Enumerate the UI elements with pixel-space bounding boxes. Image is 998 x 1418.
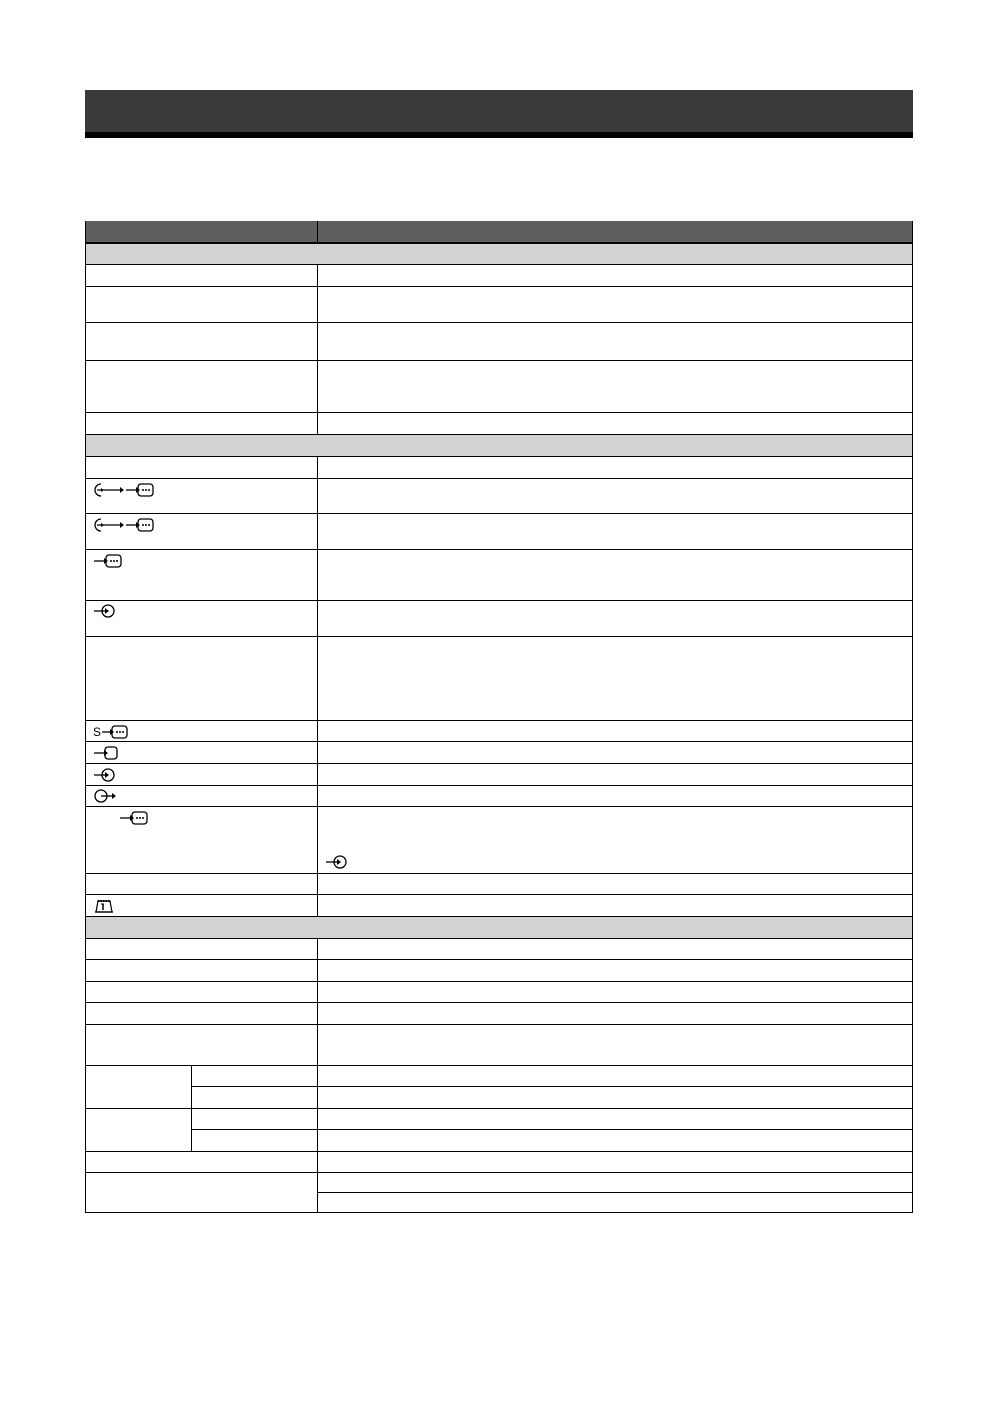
column-divider xyxy=(317,939,318,1213)
table-row xyxy=(85,323,913,361)
section-row-2 xyxy=(85,435,913,457)
table-row xyxy=(85,601,913,637)
table-right-border xyxy=(912,221,913,1213)
hdmi-in-icon xyxy=(93,517,127,533)
title-underline xyxy=(85,132,913,138)
table-row xyxy=(85,721,913,742)
table-row xyxy=(85,1003,913,1025)
table-row xyxy=(85,514,913,550)
video-in-icon xyxy=(93,553,123,569)
table-row xyxy=(85,764,913,786)
section-row-1 xyxy=(85,244,913,265)
table-row xyxy=(85,1193,913,1213)
table-subrow xyxy=(191,1066,913,1087)
table-row xyxy=(85,550,913,601)
headphone-icon xyxy=(93,898,115,914)
table-row xyxy=(85,874,913,895)
subcolumn-divider xyxy=(191,1066,192,1152)
video-in-icon xyxy=(125,517,155,533)
audio-in-icon xyxy=(325,854,349,870)
table-row xyxy=(85,895,913,917)
table-row xyxy=(85,1087,913,1109)
table-row xyxy=(85,742,913,764)
audio-in-icon xyxy=(93,603,117,619)
header-divider xyxy=(317,221,318,244)
section-title-bar xyxy=(85,90,913,132)
table-row xyxy=(85,265,913,287)
hdmi-in-icon xyxy=(93,482,127,498)
table-subrow xyxy=(317,1173,913,1193)
table-row xyxy=(85,982,913,1003)
table-row xyxy=(85,413,913,435)
table-row xyxy=(85,361,913,413)
component-in-icon xyxy=(93,745,119,761)
table-row xyxy=(85,1152,913,1173)
table-header-row xyxy=(85,221,913,244)
table-row xyxy=(85,960,913,982)
s-video-in-icon xyxy=(93,724,129,740)
table-row xyxy=(85,479,913,514)
column-divider xyxy=(317,265,318,435)
table-left-border xyxy=(85,221,86,1213)
section-title xyxy=(85,90,913,106)
section-row-3 xyxy=(85,917,913,939)
video-in-icon xyxy=(125,482,155,498)
audio-out-icon xyxy=(93,788,119,804)
video-in-icon xyxy=(119,810,149,826)
table-row xyxy=(85,287,913,323)
table-row xyxy=(85,457,913,479)
table-row xyxy=(85,1025,913,1066)
table-row xyxy=(85,786,913,807)
table-row xyxy=(85,637,913,721)
column-divider xyxy=(317,457,318,917)
table-row xyxy=(85,1130,913,1152)
table-row xyxy=(85,939,913,960)
svg-text:S: S xyxy=(93,725,102,739)
table-row xyxy=(85,807,913,874)
table-subrow xyxy=(191,1109,913,1130)
audio-in-icon xyxy=(93,767,117,783)
